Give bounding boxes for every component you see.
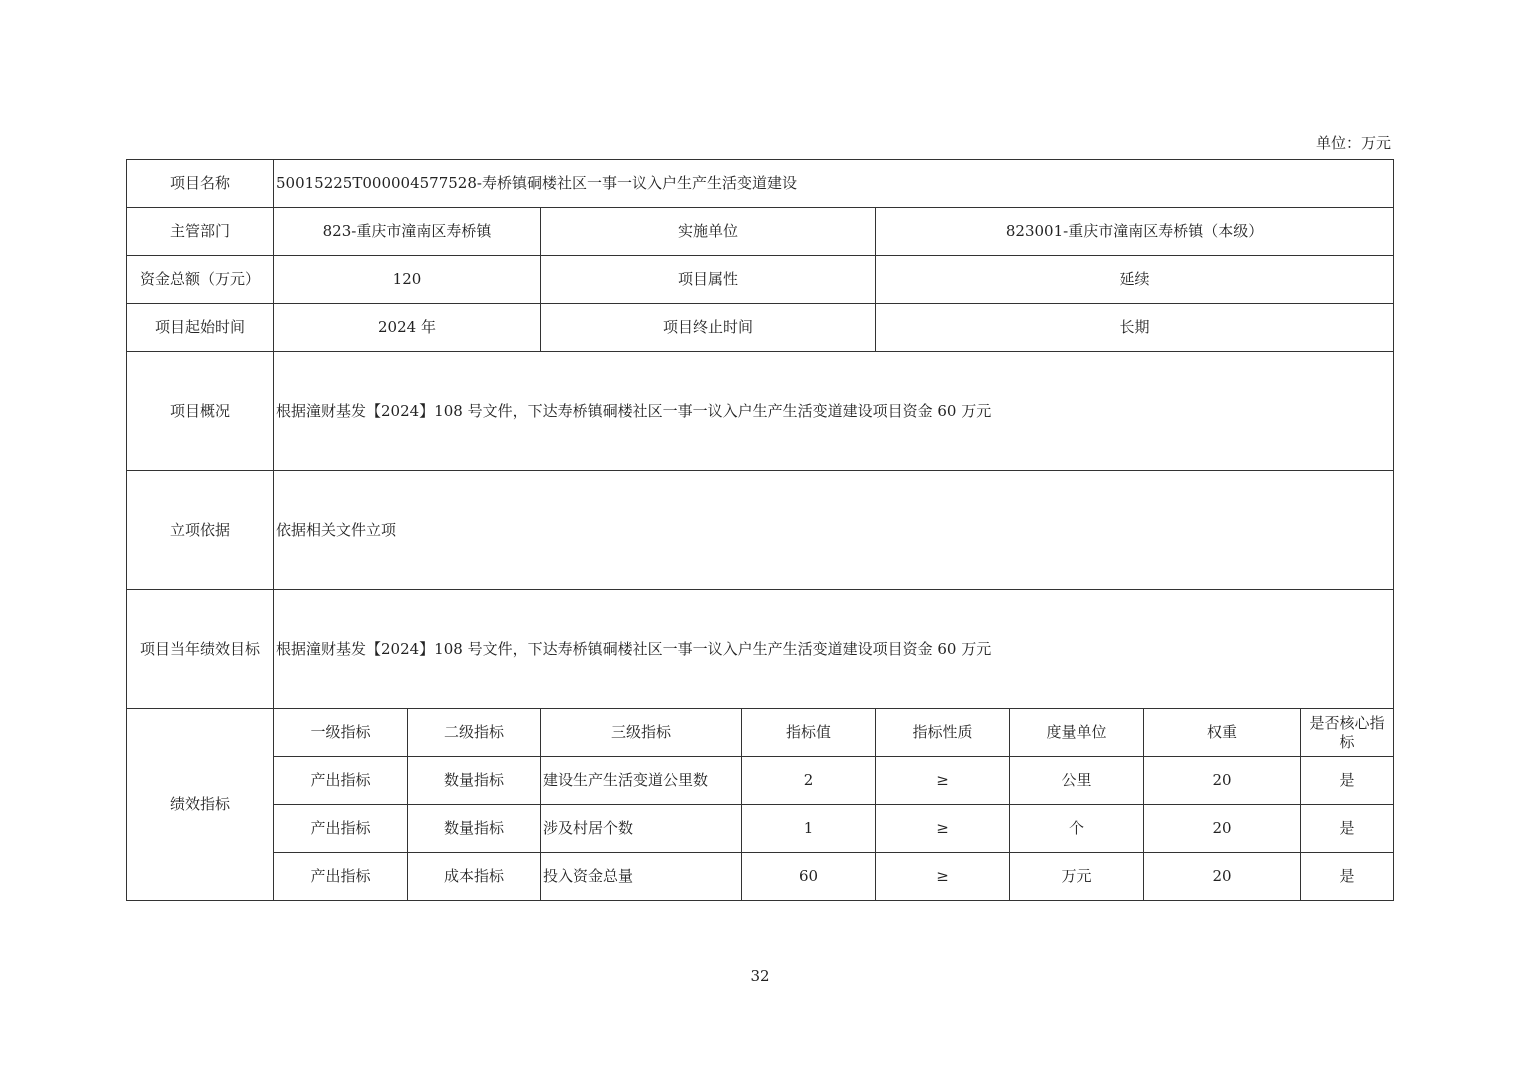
cell-level1: 产出指标 [274, 853, 408, 901]
header-level3: 三级指标 [541, 709, 742, 757]
department-value: 823-重庆市潼南区寿桥镇 [274, 208, 541, 256]
project-performance-table [126, 159, 1394, 901]
row-basis [127, 471, 1394, 590]
unit-label: 单位：万元 [1315, 134, 1391, 152]
table-row [127, 805, 1394, 853]
cell-core: 是 [1301, 853, 1394, 901]
cell-value: 1 [742, 805, 876, 853]
project-attribute-label: 项目属性 [541, 256, 876, 304]
goal-label: 项目当年绩效目标 [127, 590, 274, 709]
overview-label: 项目概况 [127, 352, 274, 471]
header-core: 是否核心指标 [1301, 709, 1394, 757]
cell-level2: 成本指标 [408, 853, 541, 901]
header-level1: 一级指标 [274, 709, 408, 757]
row-time [127, 304, 1394, 352]
cell-level1: 产出指标 [274, 805, 408, 853]
indicators-section-label: 绩效指标 [127, 709, 274, 901]
project-attribute-value: 延续 [876, 256, 1394, 304]
cell-level3: 投入资金总量 [541, 853, 742, 901]
cell-level2: 数量指标 [408, 805, 541, 853]
cell-level1: 产出指标 [274, 757, 408, 805]
cell-nature: ≥ [876, 757, 1010, 805]
basis-label: 立项依据 [127, 471, 274, 590]
cell-value: 60 [742, 853, 876, 901]
end-time-label: 项目终止时间 [541, 304, 876, 352]
goal-value: 根据潼财基发【2024】108 号文件，下达寿桥镇硐楼社区一事一议入户生产生活变道建设项目资金 60 万元 [274, 590, 1394, 709]
header-nature: 指标性质 [876, 709, 1010, 757]
row-department [127, 208, 1394, 256]
cell-unit: 万元 [1010, 853, 1144, 901]
start-time-label: 项目起始时间 [127, 304, 274, 352]
cell-core: 是 [1301, 757, 1394, 805]
row-fund [127, 256, 1394, 304]
row-goal [127, 590, 1394, 709]
department-label: 主管部门 [127, 208, 274, 256]
cell-weight: 20 [1144, 805, 1301, 853]
cell-level2: 数量指标 [408, 757, 541, 805]
header-value: 指标值 [742, 709, 876, 757]
start-time-value: 2024 年 [274, 304, 541, 352]
table-row [127, 853, 1394, 901]
header-level2: 二级指标 [408, 709, 541, 757]
table-row [127, 757, 1394, 805]
cell-core: 是 [1301, 805, 1394, 853]
project-name-value: 50015225T000004577528-寿桥镇硐楼社区一事一议入户生产生活变道建设 [274, 160, 1394, 208]
header-weight: 权重 [1144, 709, 1301, 757]
header-unit: 度量单位 [1010, 709, 1144, 757]
cell-level3: 涉及村居个数 [541, 805, 742, 853]
cell-unit: 公里 [1010, 757, 1144, 805]
cell-value: 2 [742, 757, 876, 805]
implementer-label: 实施单位 [541, 208, 876, 256]
indicator-header-row [127, 709, 1394, 757]
project-name-label: 项目名称 [127, 160, 274, 208]
end-time-value: 长期 [876, 304, 1394, 352]
cell-weight: 20 [1144, 853, 1301, 901]
cell-nature: ≥ [876, 805, 1010, 853]
row-project-name [127, 160, 1394, 208]
cell-nature: ≥ [876, 853, 1010, 901]
implementer-value: 823001-重庆市潼南区寿桥镇（本级） [876, 208, 1394, 256]
overview-value: 根据潼财基发【2024】108 号文件，下达寿桥镇硐楼社区一事一议入户生产生活变道建设项目资金 60 万元 [274, 352, 1394, 471]
cell-weight: 20 [1144, 757, 1301, 805]
cell-unit: 个 [1010, 805, 1144, 853]
row-overview [127, 352, 1394, 471]
fund-total-value: 120 [274, 256, 541, 304]
page-number: 32 [750, 967, 770, 985]
cell-level3: 建设生产生活变道公里数 [541, 757, 742, 805]
fund-total-label: 资金总额（万元） [127, 256, 274, 304]
basis-value: 依据相关文件立项 [274, 471, 1394, 590]
